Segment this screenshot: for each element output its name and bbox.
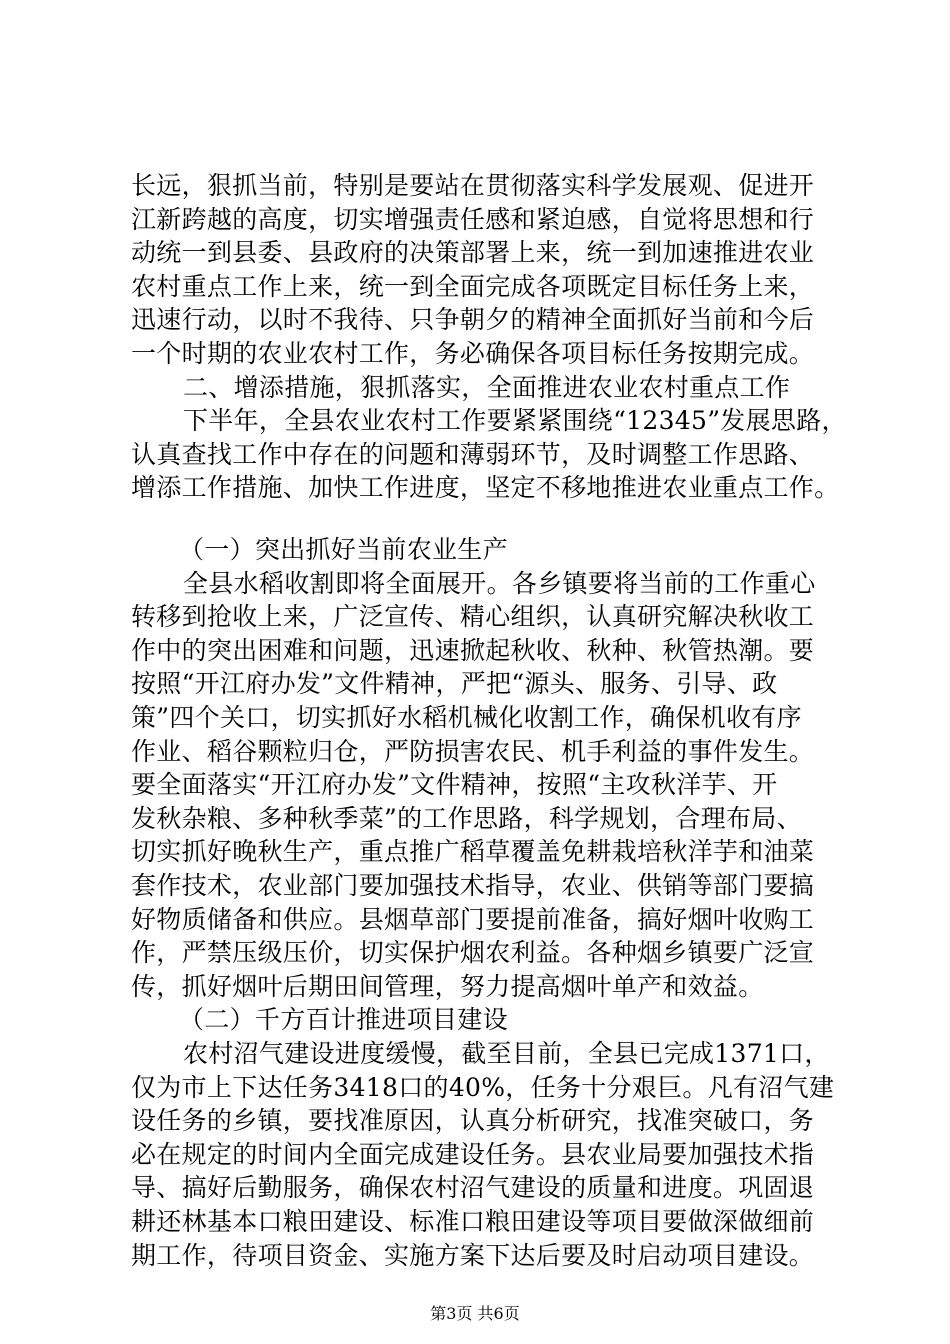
body-line: 长远，狠抓当前，特别是要站在贯彻落实科学发展观、促进开 <box>131 171 815 200</box>
body-line: 下半年，全县农业农村工作要紧紧围绕“12345”发展思路， <box>183 406 847 435</box>
body-line: 增添工作措施、加快工作进度，坚定不移地推进农业重点工作。 <box>131 473 840 502</box>
body-line: 全县水稻收割即将全面展开。各乡镇要将当前的工作重心 <box>183 569 816 598</box>
body-line: 好物质储备和供应。县烟草部门要提前准备，搞好烟叶收购工 <box>131 905 815 934</box>
body-line: 江新跨越的高度，切实增强责任感和紧迫感，自觉将思想和行 <box>131 205 815 234</box>
subsection-heading: （一）突出抓好当前农业生产 <box>179 535 508 564</box>
body-line: 套作技术，农业部门要加强技术指导，农业、供销等部门要搞 <box>131 871 815 900</box>
subsection-heading: （二）千方百计推进项目建设 <box>179 1005 508 1034</box>
body-line: 动统一到县委、县政府的决策部署上来，统一到加速推进农业 <box>131 238 815 267</box>
body-line: 设任务的乡镇，要找准原因，认真分析研究，找准突破口，务 <box>131 1106 815 1135</box>
body-line: 一个时期的农业农村工作，务必确保各项目标任务按期完成。 <box>131 339 815 368</box>
section-heading: 二、增添措施，狠抓落实，全面推进农业农村重点工作 <box>183 373 791 402</box>
body-line: 必在规定的时间内全面完成建设任务。县农业局要加强技术指 <box>131 1140 815 1169</box>
page-indicator: 第3页 共6页 <box>430 1304 520 1323</box>
body-line: 转移到抢收上来，广泛宣传、精心组织，认真研究解决秋收工 <box>131 602 815 631</box>
body-line: 仅为市上下达任务3418口的40%，任务十分艰巨。凡有沼气建 <box>131 1073 835 1102</box>
body-line: 认真查找工作中存在的问题和薄弱环节，及时调整工作思路、 <box>131 440 815 469</box>
body-line: 农村重点工作上来，统一到全面完成各项既定目标任务上来， <box>131 272 815 301</box>
body-line: 切实抓好晚秋生产，重点推广稻草覆盖免耕栽培秋洋芋和油菜 <box>131 837 815 866</box>
body-line: 期工作，待项目资金、实施方案下达后要及时启动项目建设。 <box>131 1241 815 1270</box>
body-line: 要全面落实“开江府办发”文件精神，按照“主攻秋洋芋、开 <box>131 770 778 799</box>
body-line: 发秋杂粮、多种秋季菜”的工作思路，科学规划，合理布局、 <box>131 804 802 833</box>
body-line: 传，抓好烟叶后期田间管理，努力提高烟叶单产和效益。 <box>131 972 764 1001</box>
body-line: 按照“开江府办发”文件精神，严把“源头、服务、引导、政 <box>131 669 778 698</box>
body-line: 作中的突出困难和问题，迅速掀起秋收、秋种、秋管热潮。要 <box>131 636 815 665</box>
body-line: 导、搞好后勤服务，确保农村沼气建设的质量和进度。巩固退 <box>131 1173 815 1202</box>
body-line: 农村沼气建设进度缓慢，截至目前，全县已完成1371口， <box>183 1039 830 1068</box>
body-line: 策”四个关口，切实抓好水稻机械化收割工作，确保机收有序 <box>131 703 802 732</box>
body-line: 作业、稻谷颗粒归仓，严防损害农民、机手利益的事件发生。 <box>131 737 815 766</box>
body-line: 耕还林基本口粮田建设、标准口粮田建设等项目要做深做细前 <box>131 1207 815 1236</box>
body-line: 作，严禁压级压价，切实保护烟农利益。各种烟乡镇要广泛宣 <box>131 938 815 967</box>
body-line: 迅速行动，以时不我待、只争朝夕的精神全面抓好当前和今后 <box>131 305 815 334</box>
